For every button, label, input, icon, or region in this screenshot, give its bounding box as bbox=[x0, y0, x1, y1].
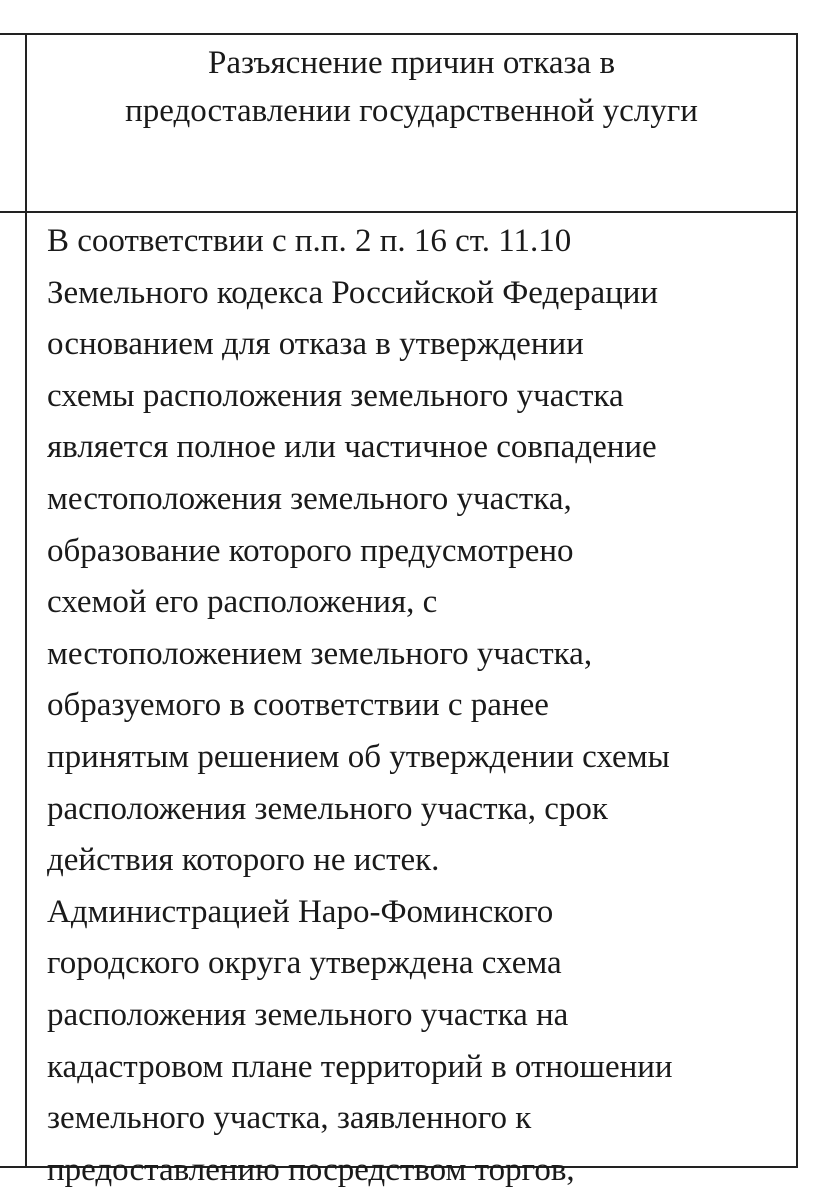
body-line: городского округа утверждена схема bbox=[47, 945, 562, 982]
table-row-divider bbox=[0, 211, 798, 213]
table-body-cell bbox=[47, 216, 792, 1188]
body-line: расположения земельного участка, срок bbox=[47, 790, 608, 827]
table-border-right bbox=[796, 33, 798, 1168]
body-line: действия которого не истек. bbox=[47, 842, 440, 879]
body-line: местоположения земельного участка, bbox=[47, 480, 572, 517]
body-line: основанием для отказа в утверждении bbox=[47, 326, 584, 363]
body-line: местоположением земельного участка, bbox=[47, 635, 593, 672]
body-line: образуемого в соответствии с ранее bbox=[47, 687, 549, 724]
body-line: схемой его расположения, с bbox=[47, 584, 438, 621]
body-line: земельного участка, заявленного к bbox=[47, 1100, 532, 1137]
body-line: расположения земельного участка на bbox=[47, 996, 569, 1033]
body-line: образование которого предусмотрено bbox=[47, 532, 574, 569]
header-line: предоставлении государственной услуги bbox=[125, 93, 698, 129]
body-line: кадастровом плане территорий в отношении bbox=[47, 1048, 673, 1085]
body-line: предоставлению посредством торгов, bbox=[47, 1151, 575, 1188]
header-line: Разъяснение причин отказа в bbox=[207, 45, 616, 81]
body-line: является полное или частичное совпадение bbox=[47, 429, 657, 466]
body-line: Земельного кодекса Российской Федерации bbox=[47, 274, 659, 311]
body-line: В соответствии с п.п. 2 п. 16 ст. 11.10 bbox=[47, 223, 572, 259]
body-line: схемы расположения земельного участка bbox=[47, 377, 624, 414]
table-header-cell bbox=[27, 35, 796, 211]
body-line: принятым решением об утверждении схемы bbox=[47, 738, 670, 775]
body-line: Администрацией Наро-Фоминского bbox=[47, 893, 554, 930]
